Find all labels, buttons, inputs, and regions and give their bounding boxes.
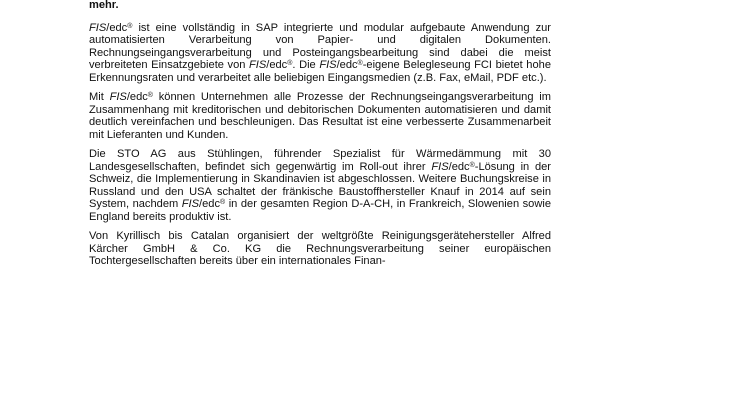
paragraph bbox=[89, 230, 551, 268]
product-name-fis-edc bbox=[182, 198, 225, 210]
body-text bbox=[89, 22, 551, 268]
brand-fis: FIS bbox=[181, 198, 200, 211]
product-name-fis-edc bbox=[110, 91, 153, 103]
brand-edc: /edc bbox=[448, 160, 470, 173]
brand-fis: FIS bbox=[249, 59, 267, 72]
text-run: -eigene Belegleseung FCI bietet hohe Erkennungsraten und verarbeitet alle beliebigen Eingangsmedien (z.B. Fax, eMail, PDF etc.). bbox=[89, 59, 551, 84]
registered-mark: ® bbox=[147, 92, 153, 100]
brand-fis: FIS bbox=[431, 160, 449, 173]
registered-mark: ® bbox=[220, 199, 226, 207]
product-name-fis-edc bbox=[319, 59, 362, 71]
text-run: . Die bbox=[292, 59, 320, 72]
paragraph bbox=[89, 91, 551, 141]
text-run: ist eine vollständig in SAP integrierte und modular aufgebaute Anwendung zur automatisierten Verarbeitung von Papier- und digitalen Dokumenten. Rechnungseingangsverarbeitung und Posteingangsbearbeitung sind dabei die meist verbreiteten Einsatzgebiete von bbox=[89, 21, 551, 72]
brand-edc: /edc bbox=[266, 59, 288, 72]
brand-edc: /edc bbox=[336, 59, 358, 72]
registered-mark: ® bbox=[469, 161, 475, 169]
text-run: -Lösung in der Schweiz, die Implementierung in Skandinavien ist abgeschlossen. Weitere Buchungskreise in Russland und den USA schaltet der fränkische Baustoffhersteller Knauf in 2014 auf sein System, nachdem bbox=[89, 160, 551, 211]
registered-mark: ® bbox=[127, 22, 133, 30]
brand-edc: /edc bbox=[126, 91, 148, 104]
text-run: Von Kyrillisch bis Catalan organisiert der weltgrößte Reinigungsgerätehersteller Alfred Kärcher GmbH & Co. KG die Rechnungsverarbeitung seiner europäischen Tochtergesellschaften bereits über ein internationales Finan- bbox=[89, 230, 551, 268]
text-run: können Unternehmen alle Prozesse der Rechnungseingangsverarbeitung im Zusammenhang mit kreditorischen und debitorischen Dokumenten automatisieren und damit deutlich vereinfachen und beschleunigen. Das Resultat ist eine verbesserte Zusammenarbeit mit Lieferanten und Kunden. bbox=[89, 91, 551, 141]
product-name-fis-edc bbox=[89, 22, 132, 34]
product-name-fis-edc bbox=[249, 59, 292, 71]
product-name-fis-edc bbox=[431, 161, 474, 173]
document-page bbox=[89, 0, 551, 274]
brand-fis: FIS bbox=[89, 21, 107, 34]
text-run: Die STO AG aus Stühlingen, führender Spezialist für Wärmedämmung mit 30 Landesgesellschaften, befindet sich gegenwärtig im Roll-out ihrer bbox=[89, 147, 551, 173]
paragraph bbox=[89, 22, 551, 85]
text-run: in der gesamten Region D-A-CH, in Frankreich, Slowenien sowie England bereits produktiv ist. bbox=[89, 198, 551, 223]
brand-edc: /edc bbox=[199, 198, 220, 211]
brand-fis: FIS bbox=[109, 91, 127, 104]
registered-mark: ® bbox=[287, 60, 293, 68]
text-run: Mit bbox=[89, 91, 110, 104]
registered-mark: ® bbox=[357, 60, 363, 68]
brand-edc: /edc bbox=[106, 21, 128, 34]
paragraph bbox=[89, 148, 551, 224]
section-heading: mehr. bbox=[89, 0, 119, 11]
brand-fis: FIS bbox=[319, 59, 337, 72]
